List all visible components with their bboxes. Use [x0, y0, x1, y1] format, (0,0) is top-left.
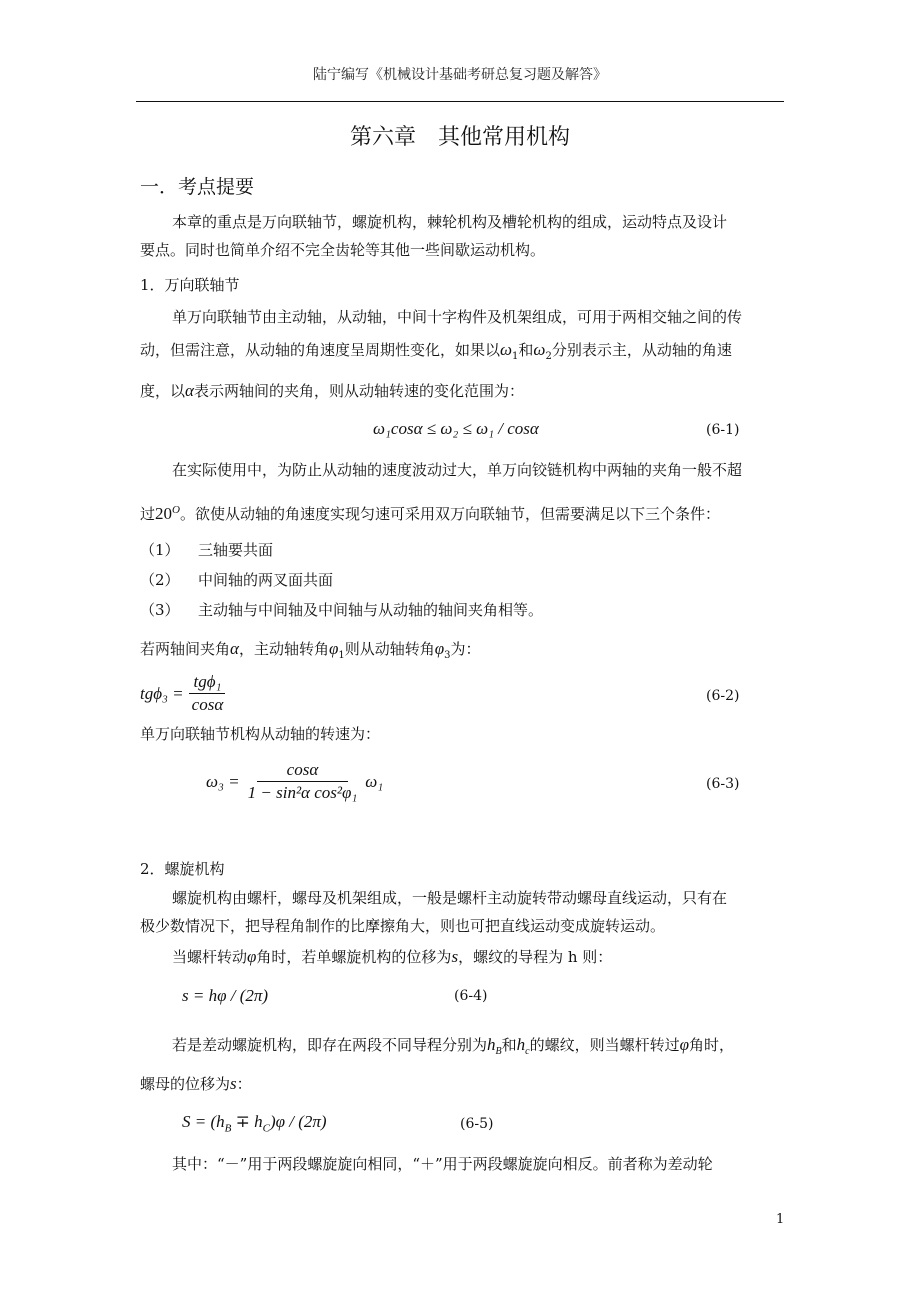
fraction-numerator: tgϕ₁ [189, 672, 225, 694]
text-run: 动，但需注意，从动轴的角速度呈周期性变化，如果以 [140, 341, 501, 359]
math-subscript: C [262, 1122, 270, 1135]
text-run: 角时，若单螺旋机构的位移为 [256, 948, 452, 966]
header-rule [136, 101, 784, 102]
equation-6-4: s = hφ / (2π) [182, 986, 269, 1005]
paragraph-line: 单万向联轴节由主动轴，从动轴，中间十字构件及机架组成，可用于两相交轴之间的传 [172, 308, 743, 326]
list-item [140, 570, 333, 590]
equation-lhs: tgϕ₃ = [140, 683, 184, 703]
text-run: 角时， [689, 1036, 735, 1054]
text-run: 过 [140, 505, 156, 523]
paragraph-line: 在实际使用中，为防止从动轴的速度波动过大，单万向铰链机构中两轴的夹角一般不超 [172, 461, 743, 479]
text-run: 为： [450, 640, 481, 658]
paragraph-line: 其中：“－”用于两段螺旋旋向相同，“＋”用于两段螺旋旋向相反。前者称为差动轮 [172, 1155, 713, 1173]
math-symbol: s [451, 947, 459, 966]
math-subscript: B [495, 1046, 502, 1057]
list-text: 中间轴的两叉面共面 [198, 571, 334, 589]
math-subscript: c [525, 1046, 530, 1057]
text-run: 表示两轴间的夹角，则从动轴转速的变化范围为： [193, 382, 524, 400]
text-run: 和 [501, 1036, 517, 1054]
text-run: ： [236, 1075, 252, 1093]
text-run: 则从动轴转角 [344, 640, 435, 658]
math-symbol: φ [679, 1035, 690, 1054]
text-run: 和 [518, 341, 534, 359]
math-symbol: φ [328, 639, 339, 658]
math-subscript: 1 [338, 650, 345, 661]
equation-number: (6-5) [460, 1116, 494, 1132]
text-run: 分别表示主，从动轴的角速 [551, 341, 732, 359]
fraction-numerator: cosα [257, 760, 349, 782]
subsection-heading-2: 2．螺旋机构 [140, 860, 225, 878]
list-marker: （1） [140, 541, 180, 559]
math-subscript: 2 [545, 351, 552, 362]
math-symbol: s [230, 1074, 237, 1093]
chapter-title: 第六章 其他常用机构 [349, 125, 570, 150]
fraction-denominator: 1 − sin²α cos²φ₁ [247, 783, 358, 802]
fraction-denominator: cosα [191, 695, 224, 714]
math-number: 20 [155, 504, 173, 523]
paragraph-line [140, 1074, 252, 1094]
math-symbol: h [516, 1035, 526, 1054]
subsection-heading-1: 1．万向联轴节 [140, 276, 240, 294]
paragraph-line: 单万向联轴节机构从动轴的转速为： [140, 725, 381, 743]
equation-6-2 [140, 672, 227, 715]
text-run: 的螺纹，则当螺杆转过 [529, 1036, 680, 1054]
equation-part: S = (h [182, 1112, 225, 1131]
fraction [188, 672, 228, 715]
list-text: 主动轴与中间轴及中间轴与从动轴的轴间夹角相等。 [198, 601, 544, 619]
math-superscript: O [172, 504, 180, 516]
math-symbol: φ [434, 639, 445, 658]
fraction [244, 760, 362, 803]
text-run: 当螺杆转动 [172, 948, 248, 966]
list-marker: （2） [140, 571, 180, 589]
equation-number: (6-2) [706, 688, 740, 704]
paragraph-line [172, 1035, 734, 1062]
equation-number: (6-3) [706, 776, 740, 792]
math-symbol: α [185, 381, 194, 400]
text-run: 螺母的位移为 [140, 1075, 231, 1093]
text-run: ，主动轴转角 [238, 640, 329, 658]
equation-6-5 [182, 1112, 327, 1134]
text-run: 若是差动螺旋机构，即存在两段不同导程分别为 [172, 1036, 488, 1054]
text-run: 若两轴间夹角 [140, 640, 231, 658]
intro-line-1: 本章的重点是万向联轴节，螺旋机构，棘轮机构及槽轮机构的组成，运动特点及设计 [172, 213, 728, 231]
equation-lhs: ω₃ = [206, 771, 240, 791]
text-run: 度，以 [140, 382, 186, 400]
equation-number: (6-4) [454, 988, 488, 1004]
paragraph-line [140, 639, 481, 666]
list-text: 三轴要共面 [198, 541, 274, 559]
math-symbol: h [487, 1035, 496, 1054]
math-subscript: B [224, 1122, 232, 1135]
paragraph-line [140, 381, 524, 401]
list-item [140, 600, 543, 620]
equation-part: )φ / (2π) [269, 1112, 327, 1131]
intro-line-2: 要点。同时也简单介绍不完全齿轮等其他一些间歇运动机构。 [140, 241, 546, 259]
equation-number: (6-1) [706, 422, 740, 438]
paragraph-line [140, 500, 720, 524]
math-symbol: ω [533, 340, 546, 359]
math-symbol: α [230, 639, 239, 658]
text-run: 。欲使从动轴的角速度实现匀速可采用双万向联轴节，但需要满足以下三个条件： [179, 505, 720, 523]
page-number: 1 [776, 1212, 785, 1227]
paragraph-line [140, 340, 732, 367]
equation-part: ∓ h [231, 1112, 263, 1131]
section-heading: 一．考点提要 [140, 176, 255, 198]
math-symbol: φ [247, 947, 257, 966]
list-item [140, 540, 273, 560]
equation-rhs: ω₁ [365, 771, 384, 791]
list-marker: （3） [140, 601, 180, 619]
math-subscript: 3 [444, 650, 451, 661]
paragraph-line [172, 947, 612, 967]
equation-6-3 [206, 760, 383, 803]
text-run: ，螺纹的导程为 h 则： [458, 948, 613, 966]
math-subscript: 1 [512, 351, 519, 362]
math-symbol: ω [500, 340, 513, 359]
running-header: 陆宁编写《机械设计基础考研总复习题及解答》 [313, 67, 607, 83]
equation-6-1: ω₁cosα ≤ ω₂ ≤ ω₁ / cosα [373, 419, 539, 438]
paragraph-line: 极少数情况下，把导程角制作的比摩擦角大，则也可把直线运动变成旋转运动。 [140, 917, 666, 935]
paragraph-line: 螺旋机构由螺杆，螺母及机架组成，一般是螺杆主动旋转带动螺母直线运动，只有在 [172, 889, 728, 907]
